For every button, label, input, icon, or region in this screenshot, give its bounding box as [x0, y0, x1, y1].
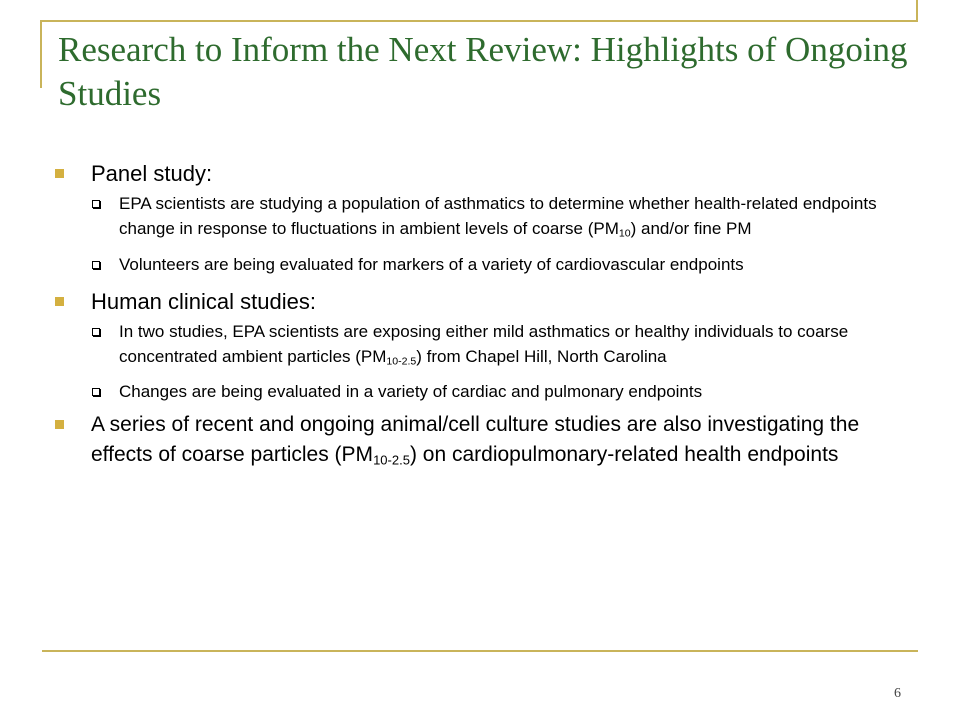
panel-study-heading: Panel study:: [91, 161, 213, 186]
bullet-animal-studies: [55, 410, 915, 475]
clinical-item2-text: Changes are being evaluated in a variety of cardiac and pulmonary endpoints: [119, 382, 703, 402]
animal-text-b: ) on cardiopulmonary-related health endpoints: [409, 443, 839, 467]
clinical-item1-sub: 10-2.5: [386, 355, 417, 368]
top-rule: [42, 20, 918, 22]
page-number: 6: [894, 686, 901, 701]
slide-title: Research to Inform the Next Review: Highlights of Ongoing Studies: [58, 30, 908, 113]
sub-bullet-panel-1: [55, 191, 915, 247]
square-bullet-icon: [55, 297, 64, 306]
hollow-square-bullet-icon: [92, 328, 100, 336]
bullet-panel-study: [55, 160, 915, 188]
panel-item1-text-b: ) and/or fine PM: [630, 219, 752, 238]
hollow-square-bullet-icon: [92, 388, 100, 396]
square-bullet-icon: [55, 420, 64, 429]
panel-item2-text: Volunteers are being evaluated for markers of a variety of cardiovascular endpoints: [119, 254, 744, 274]
panel-item1-sub: 10: [618, 227, 631, 240]
slide-content: [55, 160, 915, 478]
sub-bullet-clinical-1: [55, 319, 915, 375]
panel-item1-text-a: EPA scientists are studying a population of asthmatics to determine whether health-related endpoints change in response to fluctuations in ambient levels of coarse (PM: [119, 194, 877, 238]
square-bullet-icon: [55, 169, 64, 178]
sub-bullet-clinical-2: [55, 379, 915, 404]
clinical-item1-text-a: In two studies, EPA scientists are exposing either mild asthmatics or healthy individuals to coarse concentrated ambient particles (PM: [119, 321, 849, 366]
hollow-square-bullet-icon: [92, 261, 100, 269]
clinical-item1-text-b: ) from Chapel Hill, North Carolina: [416, 346, 667, 366]
hollow-square-bullet-icon: [92, 200, 100, 208]
animal-text-a: A series of recent and ongoing animal/cell culture studies are also investigating the effects of coarse particles (PM: [91, 413, 860, 467]
bullet-clinical-studies: [55, 288, 915, 316]
animal-sub: 10-2.5: [373, 452, 410, 468]
bottom-rule: [42, 650, 918, 652]
right-rule: [916, 0, 918, 22]
clinical-heading: Human clinical studies:: [91, 288, 316, 314]
side-rule: [40, 20, 42, 88]
sub-bullet-panel-2: [55, 252, 915, 277]
